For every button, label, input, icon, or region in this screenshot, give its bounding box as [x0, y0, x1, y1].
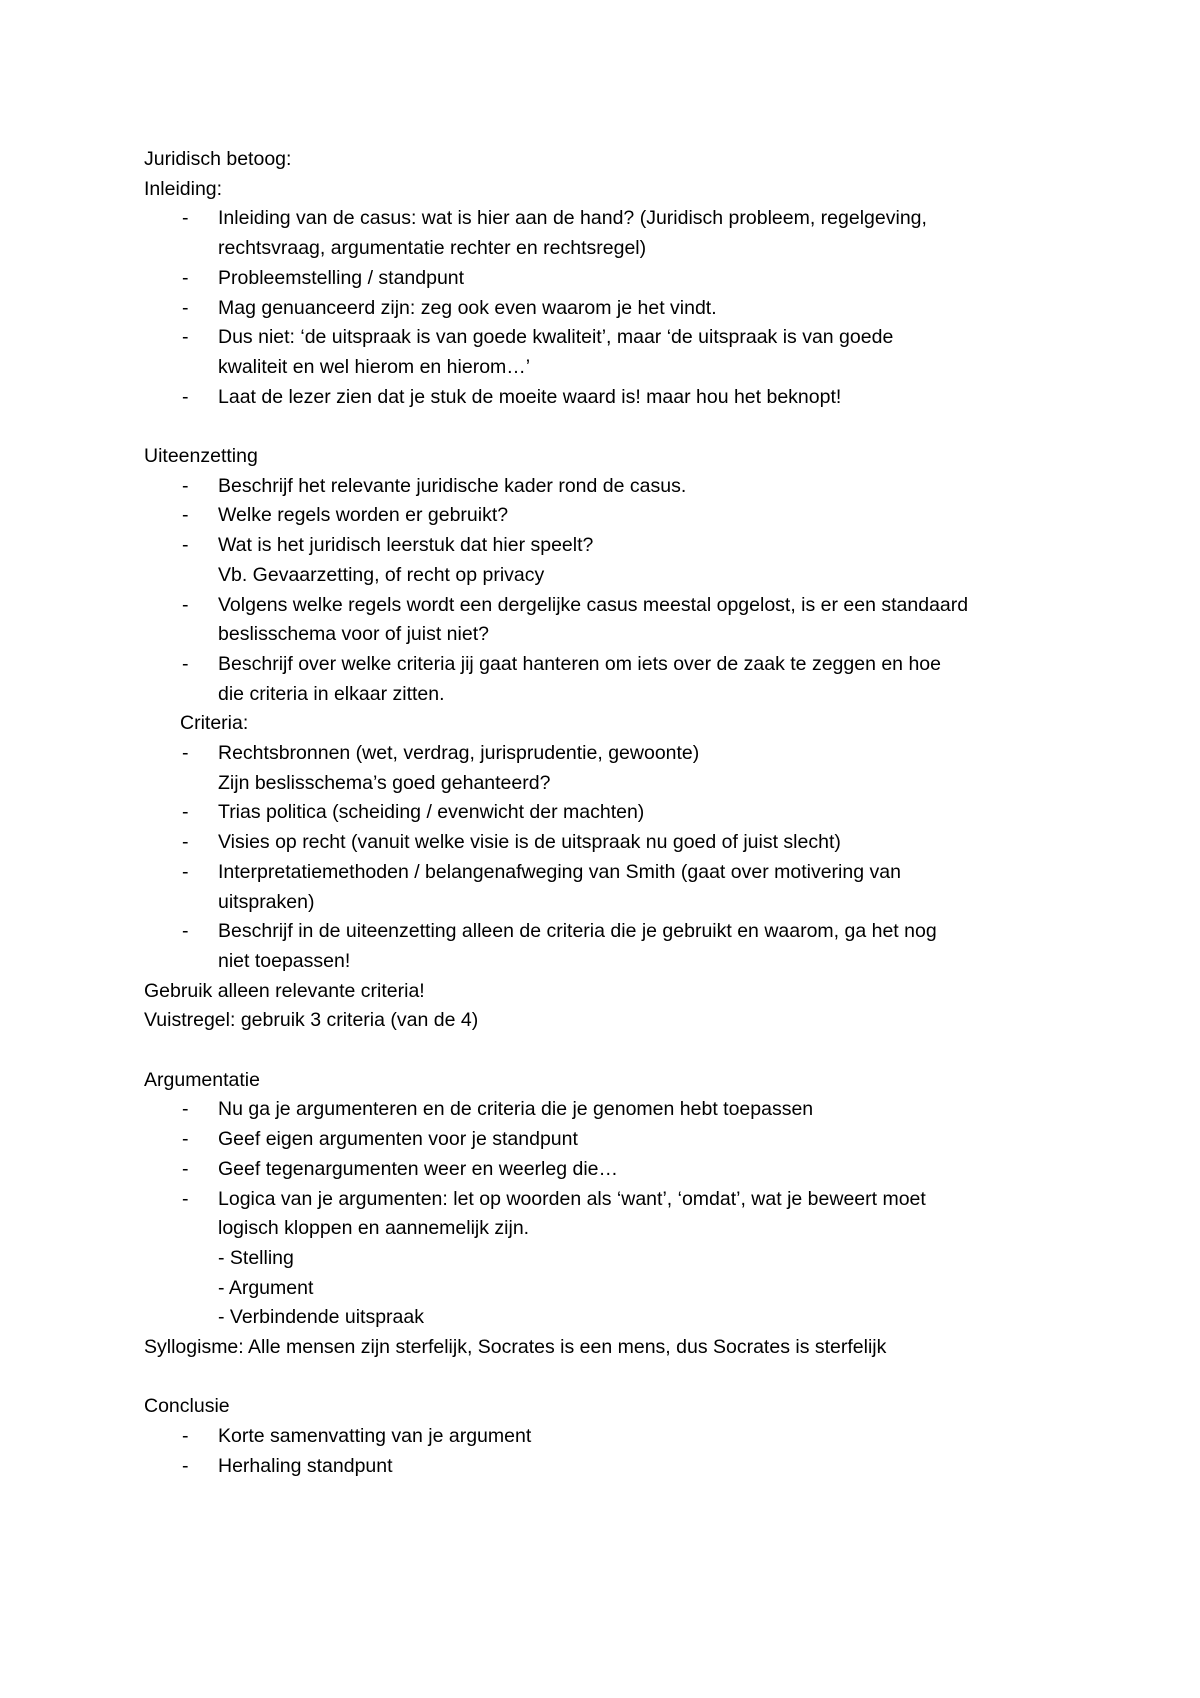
- criteria-label: Criteria:: [180, 712, 249, 735]
- list-item-line: Zijn beslisschema’s goed gehanteerd?: [218, 771, 551, 794]
- section-heading-inleiding: Inleiding:: [144, 177, 223, 200]
- list-item-line: Trias politica (scheiding / evenwicht der machten): [218, 801, 645, 824]
- list-item: [144, 531, 1064, 590]
- list-item: [144, 1422, 1064, 1452]
- blank-line: [144, 1036, 1064, 1066]
- syllogisme-text: Syllogisme: Alle mensen zijn sterfelijk, Socrates is een mens, dus Socrates is sterfelijk: [144, 1336, 887, 1359]
- list-item-line: beslisschema voor of juist niet?: [218, 623, 489, 646]
- dash-bullet: -: [182, 385, 189, 408]
- list-item-line: Geef eigen argumenten voor je standpunt: [218, 1128, 578, 1151]
- list-item-line: Korte samenvatting van je argument: [218, 1425, 532, 1448]
- list-item-line: Interpretatiemethoden / belangenafweging van Smith (gaat over motivering van: [218, 860, 901, 883]
- list-item-line: kwaliteit en wel hierom en hierom…’: [218, 355, 531, 378]
- list-item: [144, 1155, 1064, 1185]
- list-item: [144, 858, 1064, 917]
- list-criteria: [144, 739, 1064, 977]
- dash-bullet: -: [182, 742, 189, 765]
- dash-bullet: -: [182, 474, 189, 497]
- list-item-line: uitspraken): [218, 890, 315, 913]
- list-item-line: logisch kloppen en aannemelijk zijn.: [218, 1217, 530, 1240]
- list-item: [144, 1452, 1064, 1482]
- list-item-line: Probleemstelling / standpunt: [218, 266, 465, 289]
- dash-bullet: -: [182, 504, 189, 527]
- list-item-line: Beschrijf over welke criteria jij gaat hanteren om iets over de zaak te zeggen en hoe: [218, 652, 941, 675]
- list-item-line: Dus niet: ‘de uitspraak is van goede kwaliteit’, maar ‘de uitspraak is van goede: [218, 326, 894, 349]
- list-item-line: Beschrijf in de uiteenzetting alleen de criteria die je gebruikt en waarom, ga het nog: [218, 920, 937, 943]
- list-item-line: - Stelling: [218, 1246, 294, 1269]
- list-item-line: Wat is het juridisch leerstuk dat hier speelt?: [218, 534, 594, 557]
- list-item: [144, 739, 1064, 798]
- list-item: [144, 1185, 1064, 1334]
- dash-bullet: -: [182, 1128, 189, 1151]
- list-item-line: Beschrijf het relevante juridische kader rond de casus.: [218, 474, 687, 497]
- dash-bullet: -: [182, 652, 189, 675]
- list-item-line: - Argument: [218, 1276, 314, 1299]
- list-item: [144, 264, 1064, 294]
- dash-bullet: -: [182, 326, 189, 349]
- list-item-line: Herhaling standpunt: [218, 1454, 393, 1477]
- list-inleiding: [144, 204, 1064, 412]
- list-item-line: niet toepassen!: [218, 949, 351, 972]
- list-item: [144, 828, 1064, 858]
- dash-bullet: -: [182, 296, 189, 319]
- list-conclusie: [144, 1422, 1064, 1481]
- list-item: [144, 472, 1064, 502]
- list-item-line: Welke regels worden er gebruikt?: [218, 504, 509, 527]
- section-heading-argumentatie: Argumentatie: [144, 1068, 260, 1091]
- section-heading-uiteenzetting: Uiteenzetting: [144, 445, 258, 468]
- list-item: [144, 383, 1064, 413]
- list-item-line: - Verbindende uitspraak: [218, 1306, 424, 1329]
- list-item: [144, 501, 1064, 531]
- dash-bullet: -: [182, 1425, 189, 1448]
- document-body: [144, 145, 1064, 1482]
- list-item-line: Inleiding van de casus: wat is hier aan de hand? (Juridisch probleem, regelgeving,: [218, 207, 927, 230]
- list-item: [144, 650, 1064, 709]
- dash-bullet: -: [182, 207, 189, 230]
- list-item-line: Logica van je argumenten: let op woorden als ‘want’, ‘omdat’, wat je beweert moet: [218, 1187, 926, 1210]
- list-item: [144, 294, 1064, 324]
- dash-bullet: -: [182, 266, 189, 289]
- list-item-line: Rechtsbronnen (wet, verdrag, jurisprudentie, gewoonte): [218, 742, 700, 765]
- list-item-line: Nu ga je argumenteren en de criteria die je genomen hebt toepassen: [218, 1098, 814, 1121]
- list-item-line: Vb. Gevaarzetting, of recht op privacy: [218, 563, 545, 586]
- dash-bullet: -: [182, 860, 189, 883]
- list-item-line: Visies op recht (vanuit welke visie is de uitspraak nu goed of juist slecht): [218, 831, 841, 854]
- blank-line: [144, 412, 1064, 442]
- list-item-line: Volgens welke regels wordt een dergelijke casus meestal opgelost, is er een standaard: [218, 593, 969, 616]
- list-uiteenzetting: [144, 472, 1064, 710]
- document-title: Juridisch betoog:: [144, 148, 292, 170]
- dash-bullet: -: [182, 534, 189, 557]
- list-item: [144, 798, 1064, 828]
- list-item-line: Mag genuanceerd zijn: zeg ook even waarom je het vindt.: [218, 296, 717, 319]
- list-item: [144, 323, 1064, 382]
- list-item-line: rechtsvraag, argumentatie rechter en rechtsregel): [218, 237, 647, 260]
- note-relevante-criteria: Gebruik alleen relevante criteria!: [144, 979, 425, 1002]
- dash-bullet: -: [182, 1157, 189, 1180]
- dash-bullet: -: [182, 920, 189, 943]
- dash-bullet: -: [182, 801, 189, 824]
- dash-bullet: -: [182, 1187, 189, 1210]
- list-item: [144, 204, 1064, 263]
- list-item-line: Laat de lezer zien dat je stuk de moeite waard is! maar hou het beknopt!: [218, 385, 842, 408]
- list-item: [144, 591, 1064, 650]
- section-heading-conclusie: Conclusie: [144, 1395, 230, 1418]
- list-item: [144, 917, 1064, 976]
- list-item: [144, 1125, 1064, 1155]
- list-item-line: die criteria in elkaar zitten.: [218, 682, 445, 705]
- list-item: [144, 1095, 1064, 1125]
- note-vuistregel: Vuistregel: gebruik 3 criteria (van de 4): [144, 1009, 479, 1032]
- dash-bullet: -: [182, 593, 189, 616]
- blank-line: [144, 1363, 1064, 1393]
- dash-bullet: -: [182, 831, 189, 854]
- list-item-line: Geef tegenargumenten weer en weerleg die…: [218, 1157, 618, 1180]
- dash-bullet: -: [182, 1454, 189, 1477]
- list-argumentatie: [144, 1095, 1064, 1333]
- dash-bullet: -: [182, 1098, 189, 1121]
